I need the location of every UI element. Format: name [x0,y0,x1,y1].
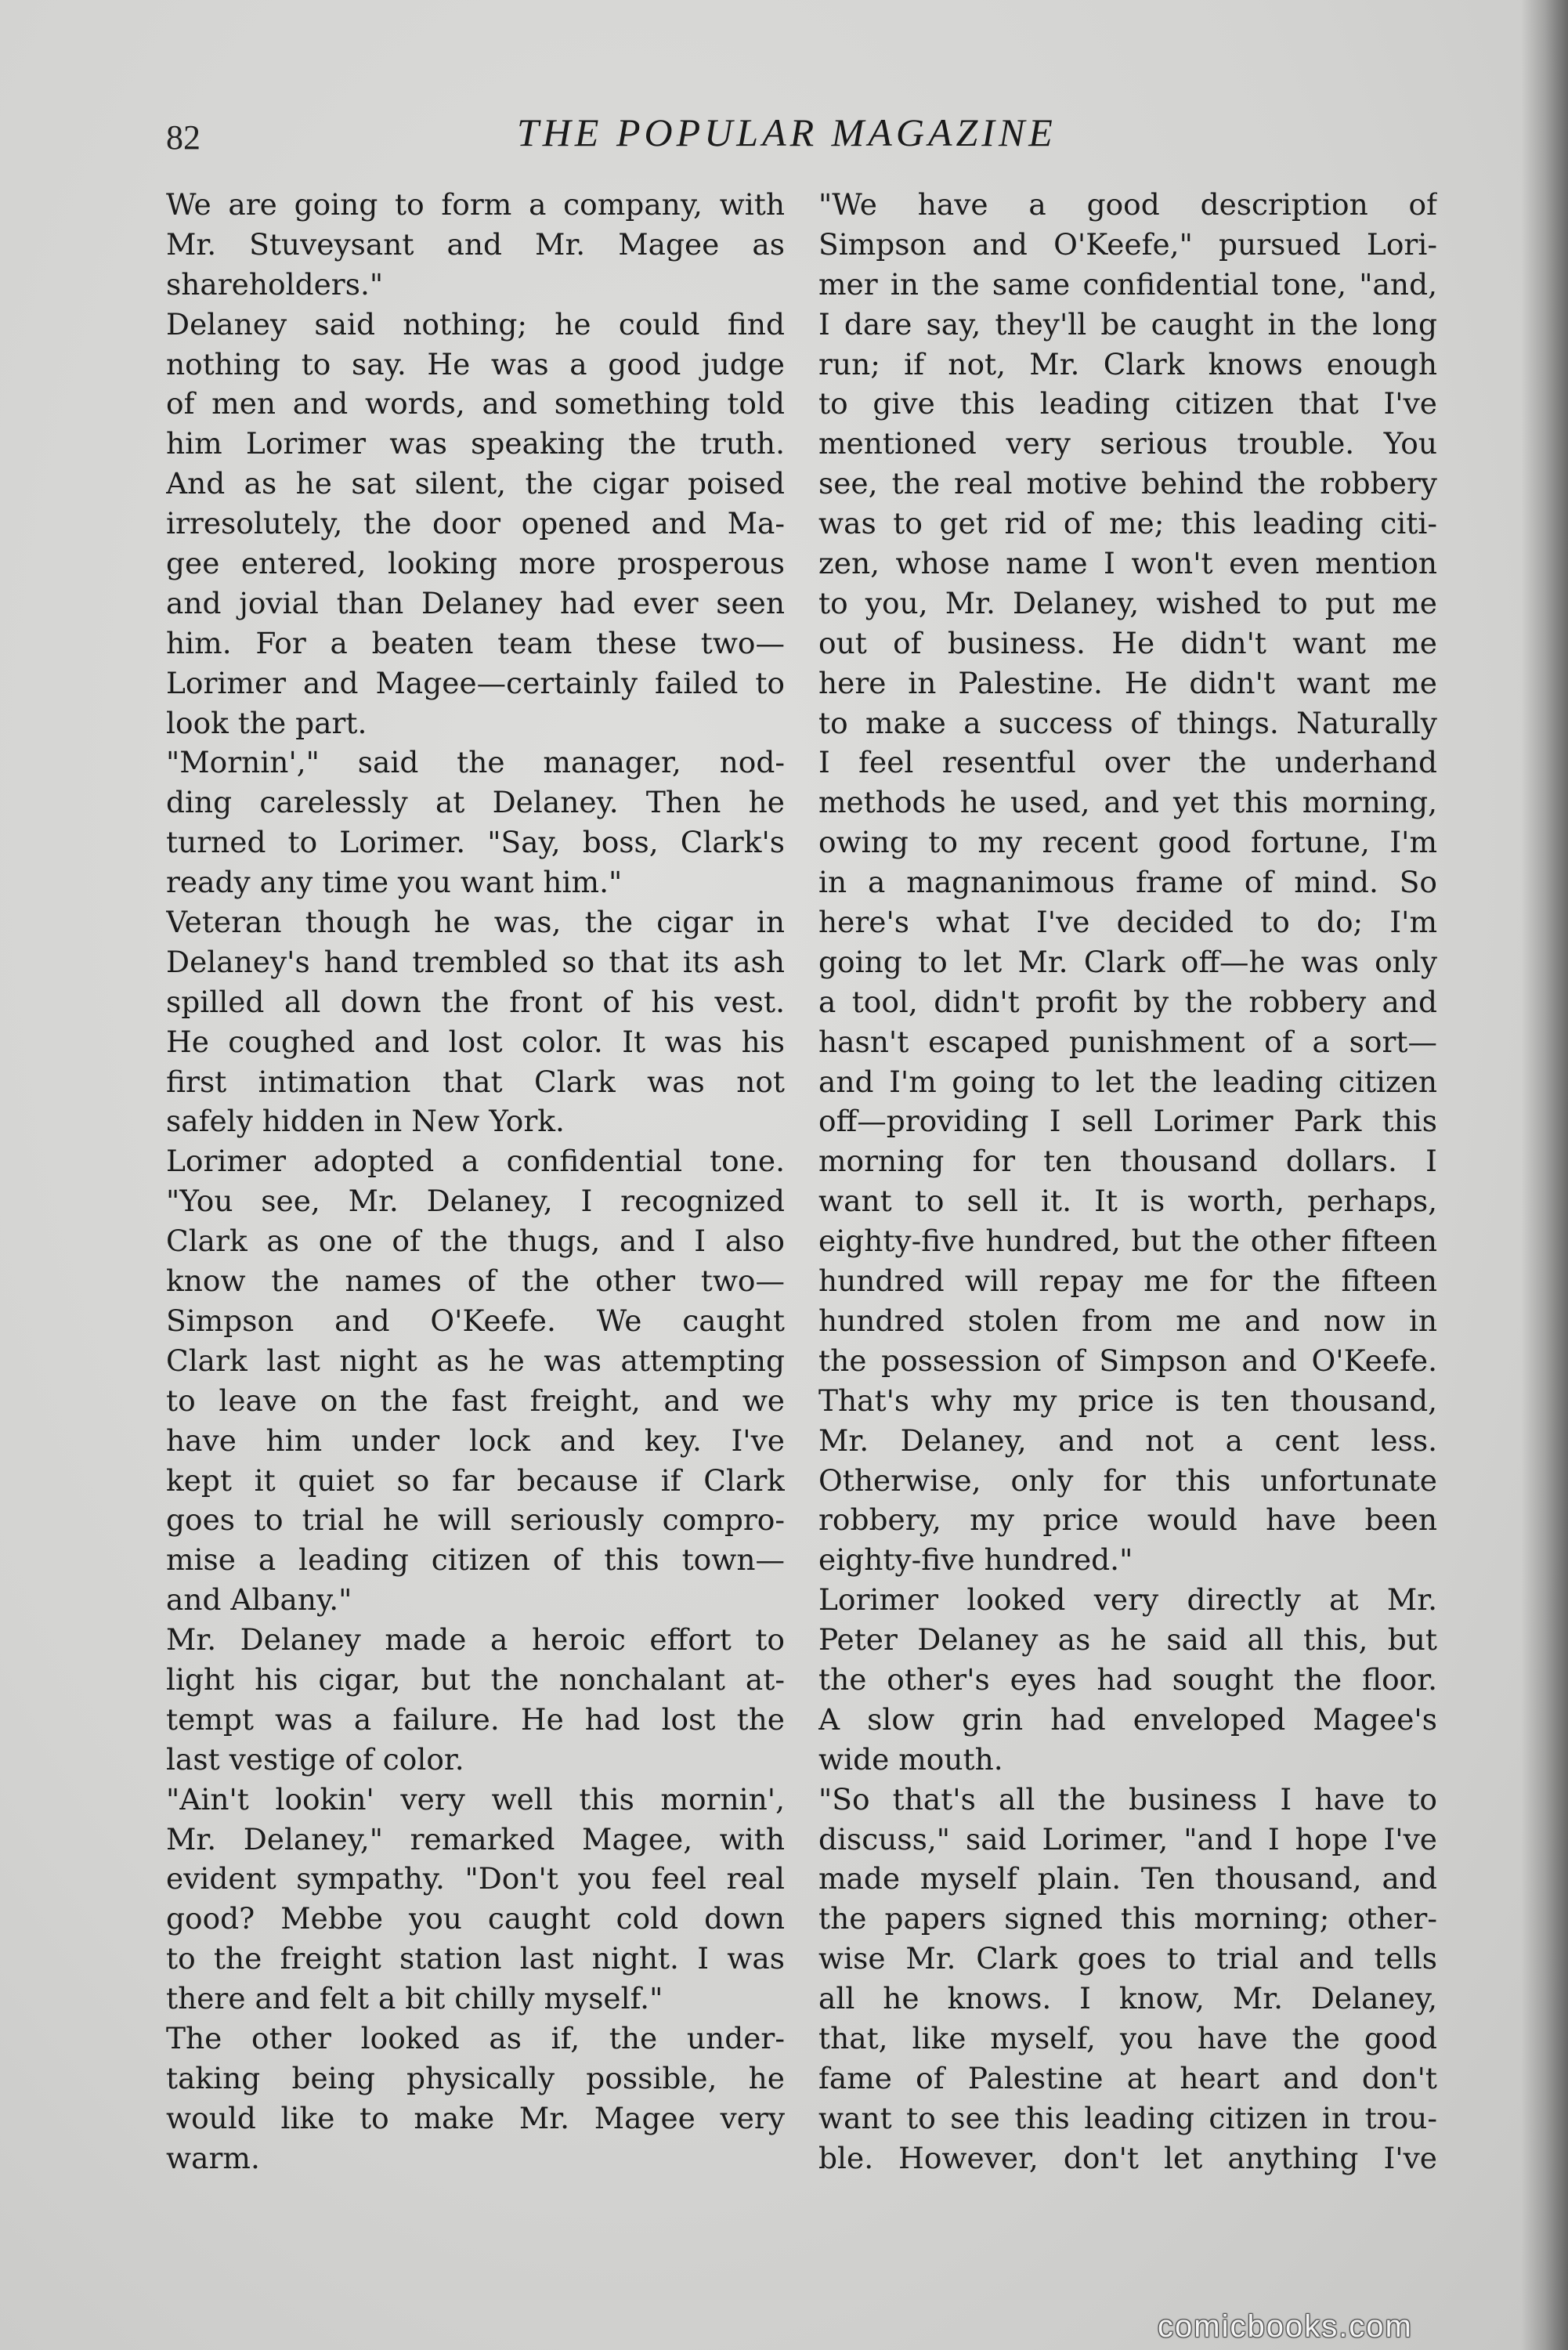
text-line: He coughed and lost color. It was his [166,1024,785,1059]
text-line: "We have a good description of [818,187,1437,222]
text-line: the possession of Simpson and O'Keefe. [818,1343,1437,1378]
text-line: in a magnanimous frame of mind. So [818,865,1437,900]
text-column-right [818,185,1437,2178]
text-line: and I'm going to let the leading citizen [818,1064,1437,1099]
text-line: hundred will repay me for the fifteen [818,1264,1437,1299]
running-title: THE POPULAR MAGAZINE [517,110,1057,154]
text-line: and Albany." [166,1582,352,1618]
text-line: look the part. [166,705,367,740]
text-line: Delaney's hand trembled so that its ash [166,944,785,979]
text-line: evident sympathy. "Don't you feel real [166,1861,785,1896]
text-line: Mr. Delaney made a heroic effort to [166,1622,785,1658]
text-line: to give this leading citizen that I've [818,386,1437,421]
text-line: wide mouth. [818,1741,1003,1777]
text-line: him. For a beaten team these two— [166,625,785,660]
text-line: "Mornin'," said the manager, nod- [166,745,785,780]
text-line: mer in the same confidential tone, "and, [818,266,1437,302]
text-line: to the freight station last night. I was [166,1941,785,1976]
text-line: And as he sat silent, the cigar poised [166,466,785,501]
text-line: goes to trial he will seriously compro- [166,1502,785,1538]
page-spine-shadow [1521,0,1568,2350]
text-line: the other's eyes had sought the floor. [818,1661,1437,1697]
text-line: discuss," said Lorimer, "and I hope I've [818,1821,1437,1856]
text-line: ready any time you want him." [166,865,623,900]
watermark: comicbooks.com [1158,2309,1413,2344]
text-line: and jovial than Delaney had ever seen [166,585,785,620]
text-line: I feel resentful over the underhand [818,745,1437,780]
text-line: warm. [166,2140,260,2175]
text-line: here in Palestine. He didn't want me [818,665,1437,700]
text-line: first intimation that Clark was not [166,1064,785,1099]
text-line: The other looked as if, the under- [166,2020,785,2055]
text-line: last vestige of color. [166,1741,464,1777]
text-line: Otherwise, only for this unfortunate [818,1462,1437,1498]
text-line: Lorimer adopted a confidential tone. [166,1144,785,1179]
text-line: the papers signed this morning; other- [818,1901,1437,1936]
text-line: safely hidden in New York. [166,1104,565,1139]
text-line: all he knows. I know, Mr. Delaney, [818,1981,1437,2016]
text-line: "Ain't lookin' very well this mornin', [166,1781,785,1817]
text-line: Lorimer looked very directly at Mr. [818,1582,1437,1618]
text-line: Lorimer and Magee—certainly failed to [166,665,785,700]
text-line: Mr. Delaney," remarked Magee, with [166,1821,785,1856]
text-line: wise Mr. Clark goes to trial and tells [818,1941,1437,1976]
text-line: turned to Lorimer. "Say, boss, Clark's [166,825,785,860]
text-line: A slow grin had enveloped Magee's [818,1701,1437,1737]
text-line: out of business. He didn't want me [818,625,1437,660]
page-number: 82 [166,118,201,157]
text-line: light his cigar, but the nonchalant at- [166,1661,785,1697]
text-line: hasn't escaped punishment of a sort— [818,1024,1437,1059]
text-line: Clark as one of the thugs, and I also [166,1224,785,1259]
text-line: Peter Delaney as he said all this, but [818,1622,1437,1658]
text-line: Clark last night as he was attempting [166,1343,785,1378]
text-line: I dare say, they'll be caught in the long [818,306,1437,342]
text-line: going to let Mr. Clark off—he was only [818,944,1437,979]
text-line: shareholders." [166,266,384,302]
text-line: to make a success of things. Naturally [818,705,1437,740]
text-line: owing to my recent good fortune, I'm [818,825,1437,860]
text-line: of men and words, and something told [166,386,785,421]
text-line: made myself plain. Ten thousand, and [818,1861,1437,1896]
text-line: Veteran though he was, the cigar in [166,905,785,940]
text-line: eighty-five hundred." [818,1542,1133,1578]
text-line: That's why my price is ten thousand, [818,1383,1437,1418]
text-line: him Lorimer was speaking the truth. [166,426,785,461]
text-line: Delaney said nothing; he could find [166,306,785,342]
text-line: see, the real motive behind the robbery [818,466,1437,501]
text-line: there and felt a bit chilly myself." [166,1981,663,2016]
text-line: to you, Mr. Delaney, wished to put me [818,585,1437,620]
text-line: ding carelessly at Delaney. Then he [166,785,785,820]
text-line: robbery, my price would have been [818,1502,1437,1538]
text-line: have him under lock and key. I've [166,1423,785,1458]
text-line: taking being physically possible, he [166,2060,785,2095]
text-line: want to sell it. It is worth, perhaps, [818,1184,1437,1219]
text-line: zen, whose name I won't even mention [818,546,1437,581]
text-line: a tool, didn't profit by the robbery and [818,984,1437,1019]
text-line: kept it quiet so far because if Clark [166,1462,785,1498]
text-line: "You see, Mr. Delaney, I recognized [166,1184,785,1219]
text-line: tempt was a failure. He had lost the [166,1701,785,1737]
text-line: morning for ten thousand dollars. I [818,1144,1437,1179]
text-line: want to see this leading citizen in trou- [818,2100,1437,2135]
text-line: know the names of the other two— [166,1264,785,1299]
text-column-left [166,185,785,2178]
text-line: would like to make Mr. Magee very [166,2100,785,2135]
text-line: fame of Palestine at heart and don't [818,2060,1437,2095]
text-line: methods he used, and yet this morning, [818,785,1437,820]
text-line: run; if not, Mr. Clark knows enough [818,346,1437,381]
text-line: mentioned very serious trouble. You [818,426,1437,461]
text-line: here's what I've decided to do; I'm [818,905,1437,940]
text-line: Mr. Stuveysant and Mr. Magee as [166,226,785,262]
text-line: off—providing I sell Lorimer Park this [818,1104,1437,1139]
text-line: hundred stolen from me and now in [818,1303,1437,1338]
text-line: gee entered, looking more prosperous [166,546,785,581]
text-line: was to get rid of me; this leading citi- [818,506,1437,541]
text-line: that, like myself, you have the good [818,2020,1437,2055]
text-line: irresolutely, the door opened and Ma- [166,506,785,541]
text-line: ble. However, don't let anything I've [818,2140,1437,2175]
text-line: We are going to form a company, with [166,187,785,222]
text-line: "So that's all the business I have to [818,1781,1437,1817]
text-line: mise a leading citizen of this town— [166,1542,785,1578]
text-line: to leave on the fast freight, and we [166,1383,785,1418]
text-line: Simpson and O'Keefe. We caught [166,1303,785,1338]
text-line: good? Mebbe you caught cold down [166,1901,785,1936]
text-line: Mr. Delaney, and not a cent less. [818,1423,1437,1458]
text-line: nothing to say. He was a good judge [166,346,785,381]
text-line: spilled all down the front of his vest. [166,984,785,1019]
text-line: eighty-five hundred, but the other fifteen [818,1224,1437,1259]
text-line: Simpson and O'Keefe," pursued Lori- [818,226,1437,262]
